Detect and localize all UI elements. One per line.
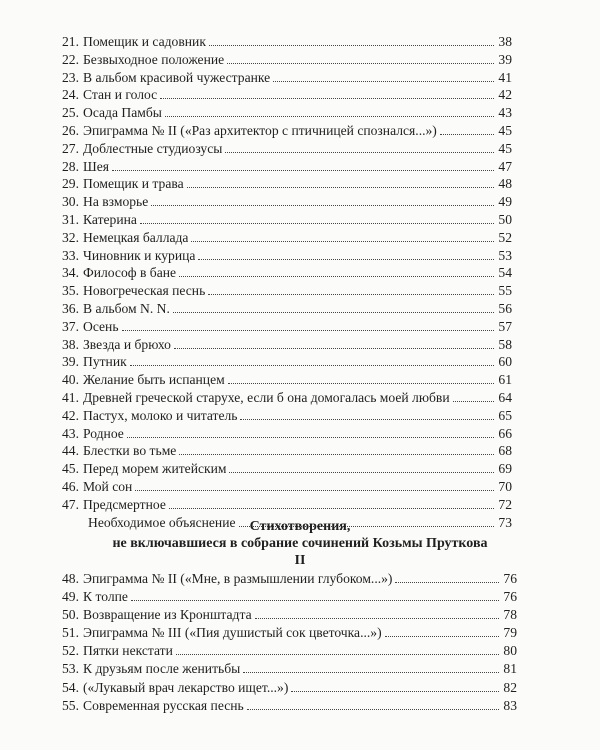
entry-number: 34. xyxy=(62,265,79,281)
entry-number: 46. xyxy=(62,478,79,494)
dot-leader xyxy=(240,419,494,420)
entry-title: В альбом красивой чужестранке xyxy=(83,69,271,85)
toc-entry xyxy=(62,33,512,51)
toc-entry xyxy=(62,300,512,318)
toc-entry xyxy=(62,460,512,478)
toc-entry xyxy=(62,336,512,354)
entry-page-number: 82 xyxy=(503,679,517,695)
entry-title: Катерина xyxy=(83,211,137,227)
dot-leader xyxy=(291,691,499,692)
entry-page-number: 78 xyxy=(503,607,517,623)
toc-entry xyxy=(62,140,512,158)
entry-title: Стан и голос xyxy=(83,87,158,103)
dot-leader xyxy=(179,454,494,455)
dot-leader xyxy=(179,276,494,277)
entry-title: Пастух, молоко и читатель xyxy=(83,407,238,423)
entry-number: 36. xyxy=(62,300,79,316)
dot-leader xyxy=(151,205,494,206)
entry-page-number: 68 xyxy=(498,443,512,459)
entry-number: 54. xyxy=(62,679,79,695)
entry-page-number: 65 xyxy=(498,407,512,423)
entry-page-number: 38 xyxy=(498,34,512,49)
entry-page-number: 45 xyxy=(498,140,512,156)
toc-list-bottom xyxy=(62,570,517,715)
entry-number: 32. xyxy=(62,229,79,245)
toc-entry xyxy=(62,425,512,443)
entry-number: 23. xyxy=(62,69,79,85)
entry-page-number: 60 xyxy=(498,354,512,370)
entry-title: Предсмертное xyxy=(83,496,166,512)
entry-title: Блестки во тьме xyxy=(83,443,177,459)
dot-leader xyxy=(209,45,494,46)
dot-leader xyxy=(191,241,494,242)
toc-list-top xyxy=(62,33,512,531)
dot-leader xyxy=(131,600,499,601)
entry-page-number: 52 xyxy=(498,229,512,245)
entry-title: К толпе xyxy=(83,589,128,605)
entry-number: 42. xyxy=(62,407,79,423)
entry-page-number: 76 xyxy=(503,589,517,605)
entry-number: 38. xyxy=(62,336,79,352)
entry-page-number: 39 xyxy=(498,51,512,67)
toc-entry xyxy=(62,193,512,211)
entry-title: Мой сон xyxy=(83,478,133,494)
toc-entry xyxy=(62,606,517,624)
dot-leader xyxy=(112,170,494,171)
entry-number: 26. xyxy=(62,122,79,138)
entry-number: 48. xyxy=(62,571,79,586)
entry-page-number: 49 xyxy=(498,194,512,210)
entry-title: Шея xyxy=(83,158,109,174)
toc-entry xyxy=(62,122,512,140)
toc-entry xyxy=(62,69,512,87)
entry-title: Древней греческой старухе, если б она домогалась моей любви xyxy=(83,389,450,405)
dot-leader xyxy=(385,636,499,637)
entry-page-number: 43 xyxy=(498,105,512,121)
entry-number: 30. xyxy=(62,194,79,210)
toc-entry xyxy=(62,407,512,425)
toc-entry xyxy=(62,86,512,104)
entry-title: Эпиграмма № II («Мне, в размышлении глубоком...») xyxy=(83,571,393,586)
entry-number: 39. xyxy=(62,354,79,370)
entry-page-number: 72 xyxy=(498,496,512,512)
entry-page-number: 58 xyxy=(498,336,512,352)
entry-title: Путник xyxy=(83,354,127,370)
entry-title: В альбом N. N. xyxy=(83,300,170,316)
dot-leader xyxy=(130,365,494,366)
entry-title: Философ в бане xyxy=(83,265,177,281)
entry-page-number: 70 xyxy=(498,478,512,494)
toc-entry xyxy=(62,282,512,300)
dot-leader xyxy=(165,116,494,117)
entry-page-number: 80 xyxy=(503,643,517,659)
entry-title: Помещик и трава xyxy=(83,176,184,192)
section-heading-line-2: не включавшиеся в собрание сочинений Козьмы Пруткова xyxy=(112,536,488,551)
entry-title: Возвращение из Кронштадта xyxy=(83,607,252,623)
toc-entry xyxy=(62,247,512,265)
entry-title: Желание быть испанцем xyxy=(83,372,225,388)
entry-title: Необходимое объяснение xyxy=(88,514,236,530)
entry-page-number: 61 xyxy=(498,372,512,388)
toc-entry xyxy=(62,371,512,389)
dot-leader xyxy=(176,654,499,655)
entry-page-number: 83 xyxy=(503,697,517,713)
entry-title: Доблестные студиозусы xyxy=(83,140,223,156)
entry-number: 40. xyxy=(62,372,79,388)
dot-leader xyxy=(127,437,494,438)
section-heading-line-1: Стихотворения, xyxy=(249,519,351,534)
entry-page-number: 48 xyxy=(498,176,512,192)
dot-leader xyxy=(247,709,499,710)
entry-number: 53. xyxy=(62,661,79,677)
toc-entry xyxy=(62,389,512,407)
dot-leader xyxy=(160,98,494,99)
toc-entry xyxy=(62,175,512,193)
dot-leader xyxy=(255,618,499,619)
entry-title: Современная русская песнь xyxy=(83,697,244,713)
dot-leader xyxy=(140,223,494,224)
entry-number: 37. xyxy=(62,318,79,334)
entry-page-number: 69 xyxy=(498,461,512,477)
entry-page-number: 54 xyxy=(498,265,512,281)
entry-number: 35. xyxy=(62,283,79,299)
entry-title: Родное xyxy=(83,425,124,441)
entry-page-number: 79 xyxy=(503,625,517,641)
entry-title: Осада Памбы xyxy=(83,105,162,121)
entry-number: 28. xyxy=(62,158,79,174)
toc-entry xyxy=(62,211,512,229)
entry-title: Звезда и брюхо xyxy=(83,336,171,352)
entry-number: 25. xyxy=(62,105,79,121)
entry-number: 21. xyxy=(62,34,79,49)
entry-title: Эпиграмма № II («Раз архитектор с птичницей спознался...») xyxy=(83,122,437,138)
entry-page-number: 66 xyxy=(498,425,512,441)
entry-title: Помещик и садовник xyxy=(83,34,206,49)
entry-page-number: 73 xyxy=(498,514,512,530)
toc-entry xyxy=(62,353,512,371)
entry-number: 49. xyxy=(62,589,79,605)
entry-page-number: 42 xyxy=(498,87,512,103)
toc-entry xyxy=(62,697,517,715)
entry-number: 51. xyxy=(62,625,79,641)
entry-page-number: 41 xyxy=(498,69,512,85)
toc-entry xyxy=(62,442,512,460)
toc-entry xyxy=(62,158,512,176)
entry-title: На взморье xyxy=(83,194,149,210)
entry-page-number: 53 xyxy=(498,247,512,263)
dot-leader xyxy=(198,259,494,260)
entry-title: Пятки некстати xyxy=(83,643,173,659)
toc-entry xyxy=(62,229,512,247)
dot-leader xyxy=(273,81,494,82)
dot-leader xyxy=(173,312,494,313)
entry-page-number: 45 xyxy=(498,122,512,138)
entry-page-number: 64 xyxy=(498,389,512,405)
toc-entry xyxy=(62,264,512,282)
dot-leader xyxy=(169,508,494,509)
entry-number: 41. xyxy=(62,389,79,405)
toc-entry xyxy=(62,318,512,336)
entry-number: 50. xyxy=(62,607,79,623)
dot-leader xyxy=(228,383,494,384)
toc-entry xyxy=(62,104,512,122)
dot-leader xyxy=(453,401,494,402)
entry-title: Осень xyxy=(83,318,119,334)
entry-number: 33. xyxy=(62,247,79,263)
entry-number: 22. xyxy=(62,51,79,67)
entry-title: Эпиграмма № III («Пия душистый сок цветочка...») xyxy=(83,625,382,641)
toc-entry xyxy=(62,496,512,514)
entry-page-number: 47 xyxy=(498,158,512,174)
dot-leader xyxy=(395,582,499,583)
entry-number: 44. xyxy=(62,443,79,459)
entry-title: Чиновник и курица xyxy=(83,247,196,263)
entry-number: 55. xyxy=(62,697,79,713)
dot-leader xyxy=(225,152,494,153)
toc-entry xyxy=(62,478,512,496)
dot-leader xyxy=(229,472,494,473)
dot-leader xyxy=(440,134,494,135)
entry-number: 45. xyxy=(62,461,79,477)
entry-number: 29. xyxy=(62,176,79,192)
toc-entry xyxy=(62,588,517,606)
entry-page-number: 55 xyxy=(498,283,512,299)
entry-title: Безвыходное положение xyxy=(83,51,225,67)
entry-page-number: 76 xyxy=(503,571,517,586)
entry-number: 47. xyxy=(62,496,79,512)
entry-page-number: 56 xyxy=(498,300,512,316)
entry-page-number: 57 xyxy=(498,318,512,334)
dot-leader xyxy=(227,63,494,64)
toc-entry xyxy=(62,679,517,697)
dot-leader xyxy=(174,348,494,349)
entry-title: Новогреческая песнь xyxy=(83,283,206,299)
entry-number: 27. xyxy=(62,140,79,156)
dot-leader xyxy=(122,330,494,331)
toc-entry xyxy=(62,570,517,588)
entry-title: Немецкая баллада xyxy=(83,229,189,245)
entry-page-number: 81 xyxy=(503,661,517,677)
dot-leader xyxy=(208,294,494,295)
toc-entry xyxy=(62,642,517,660)
entry-number: 24. xyxy=(62,87,79,103)
entry-number: 52. xyxy=(62,643,79,659)
toc-entry xyxy=(62,624,517,642)
entry-title: Перед морем житейским xyxy=(83,461,227,477)
dot-leader xyxy=(243,672,499,673)
section-heading-line-3: II xyxy=(294,553,306,568)
entry-number: 43. xyxy=(62,425,79,441)
entry-number: 31. xyxy=(62,211,79,227)
entry-title: («Лукавый врач лекарство ищет...») xyxy=(83,679,289,695)
toc-entry xyxy=(62,51,512,69)
entry-page-number: 50 xyxy=(498,211,512,227)
dot-leader xyxy=(187,187,494,188)
dot-leader xyxy=(135,490,494,491)
entry-title: К друзьям после женитьбы xyxy=(83,661,241,677)
toc-entry xyxy=(62,660,517,678)
section-heading xyxy=(60,518,540,569)
